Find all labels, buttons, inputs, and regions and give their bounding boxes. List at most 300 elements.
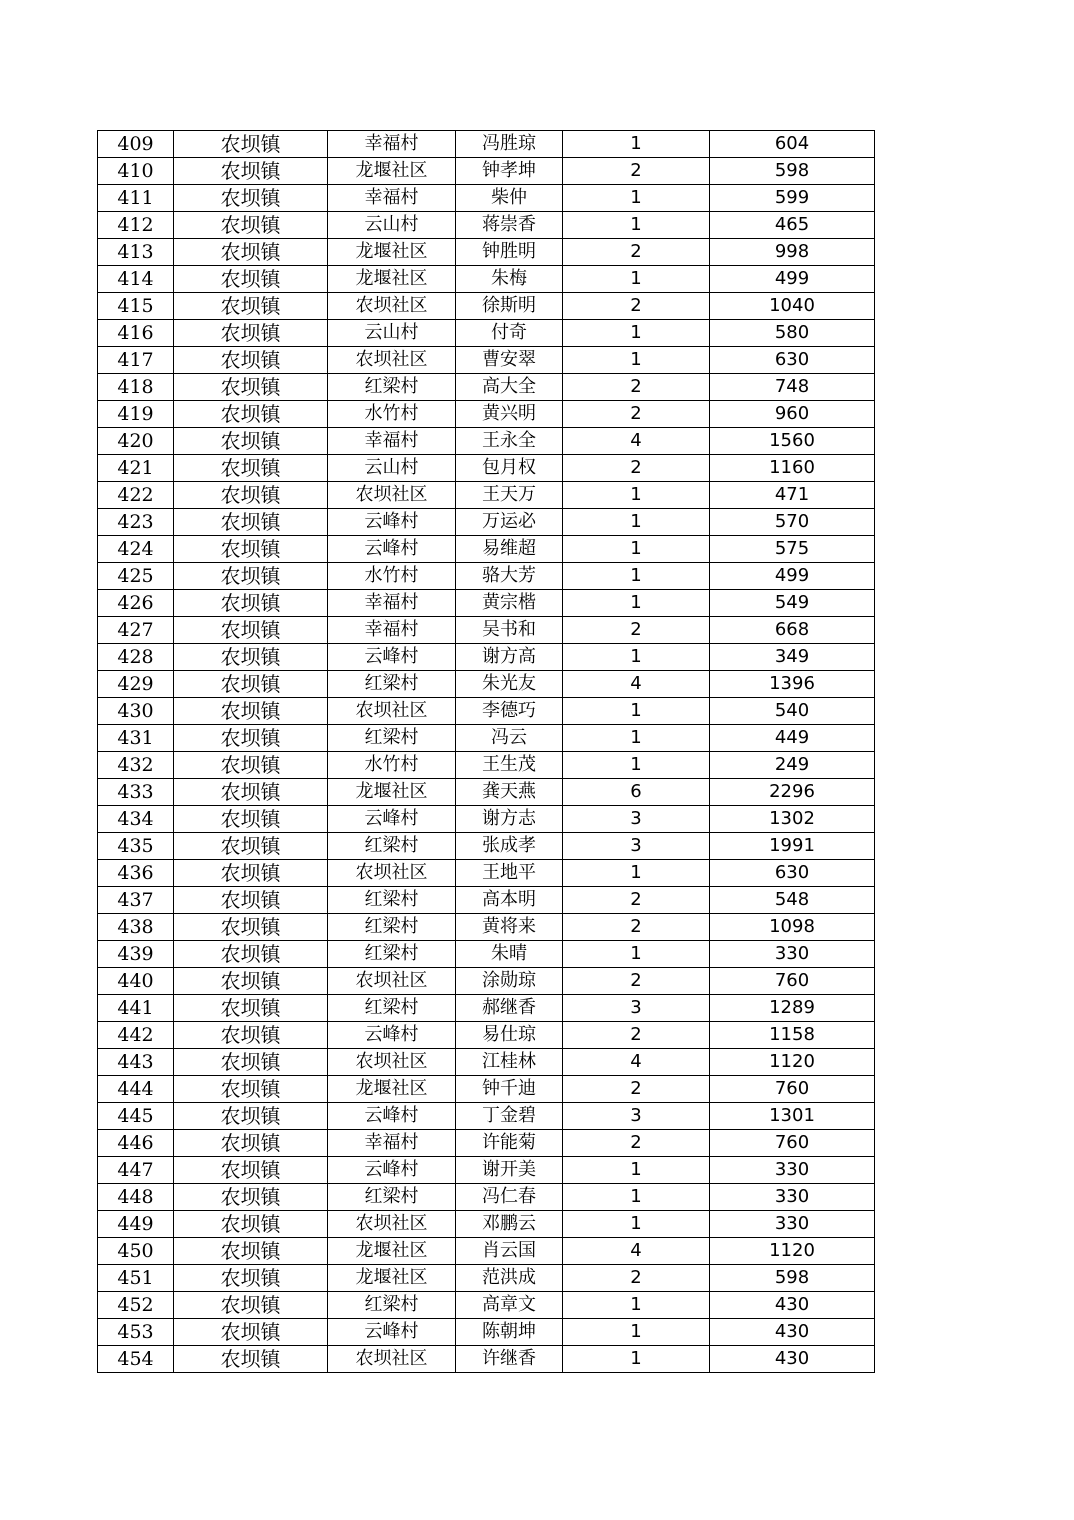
village-cell: 农坝社区 bbox=[328, 860, 456, 887]
name-cell: 钟千迪 bbox=[456, 1076, 563, 1103]
amount-cell: 330 bbox=[710, 1211, 875, 1238]
amount-cell: 1302 bbox=[710, 806, 875, 833]
village-cell: 云山村 bbox=[328, 212, 456, 239]
name-cell: 高本明 bbox=[456, 887, 563, 914]
household-count-cell: 1 bbox=[563, 1157, 710, 1184]
row-number-cell: 421 bbox=[98, 455, 174, 482]
town-cell: 农坝镇 bbox=[174, 428, 328, 455]
household-count-cell: 1 bbox=[563, 266, 710, 293]
name-cell: 朱梅 bbox=[456, 266, 563, 293]
household-count-cell: 2 bbox=[563, 1022, 710, 1049]
row-number-cell: 450 bbox=[98, 1238, 174, 1265]
town-cell: 农坝镇 bbox=[174, 1346, 328, 1373]
town-cell: 农坝镇 bbox=[174, 644, 328, 671]
amount-cell: 575 bbox=[710, 536, 875, 563]
village-cell: 云峰村 bbox=[328, 1157, 456, 1184]
row-number-cell: 433 bbox=[98, 779, 174, 806]
village-cell: 龙堰社区 bbox=[328, 1265, 456, 1292]
name-cell: 冯仁春 bbox=[456, 1184, 563, 1211]
household-count-cell: 1 bbox=[563, 1319, 710, 1346]
village-cell: 云峰村 bbox=[328, 536, 456, 563]
town-cell: 农坝镇 bbox=[174, 806, 328, 833]
name-cell: 邓鹏云 bbox=[456, 1211, 563, 1238]
village-cell: 水竹村 bbox=[328, 563, 456, 590]
town-cell: 农坝镇 bbox=[174, 347, 328, 374]
table-row bbox=[98, 968, 875, 995]
village-cell: 红梁村 bbox=[328, 995, 456, 1022]
name-cell: 黄宗楷 bbox=[456, 590, 563, 617]
town-cell: 农坝镇 bbox=[174, 131, 328, 158]
table-row bbox=[98, 1319, 875, 1346]
amount-cell: 1560 bbox=[710, 428, 875, 455]
amount-cell: 330 bbox=[710, 1157, 875, 1184]
town-cell: 农坝镇 bbox=[174, 1130, 328, 1157]
household-count-cell: 3 bbox=[563, 833, 710, 860]
household-count-cell: 1 bbox=[563, 347, 710, 374]
amount-cell: 598 bbox=[710, 158, 875, 185]
town-cell: 农坝镇 bbox=[174, 374, 328, 401]
village-cell: 农坝社区 bbox=[328, 293, 456, 320]
village-cell: 红梁村 bbox=[328, 941, 456, 968]
table-row bbox=[98, 131, 875, 158]
household-count-cell: 4 bbox=[563, 1238, 710, 1265]
amount-cell: 1098 bbox=[710, 914, 875, 941]
town-cell: 农坝镇 bbox=[174, 1292, 328, 1319]
household-count-cell: 1 bbox=[563, 1292, 710, 1319]
village-cell: 红梁村 bbox=[328, 914, 456, 941]
amount-cell: 499 bbox=[710, 563, 875, 590]
household-count-cell: 4 bbox=[563, 428, 710, 455]
table-row bbox=[98, 374, 875, 401]
table-row bbox=[98, 725, 875, 752]
table-row bbox=[98, 563, 875, 590]
row-number-cell: 445 bbox=[98, 1103, 174, 1130]
amount-cell: 570 bbox=[710, 509, 875, 536]
amount-cell: 1120 bbox=[710, 1049, 875, 1076]
table-row bbox=[98, 1265, 875, 1292]
town-cell: 农坝镇 bbox=[174, 995, 328, 1022]
household-count-cell: 1 bbox=[563, 131, 710, 158]
amount-cell: 1991 bbox=[710, 833, 875, 860]
amount-cell: 1396 bbox=[710, 671, 875, 698]
village-cell: 云峰村 bbox=[328, 1022, 456, 1049]
row-number-cell: 427 bbox=[98, 617, 174, 644]
name-cell: 陈朝坤 bbox=[456, 1319, 563, 1346]
town-cell: 农坝镇 bbox=[174, 1049, 328, 1076]
amount-cell: 249 bbox=[710, 752, 875, 779]
row-number-cell: 441 bbox=[98, 995, 174, 1022]
name-cell: 骆大芳 bbox=[456, 563, 563, 590]
household-count-cell: 3 bbox=[563, 806, 710, 833]
name-cell: 朱晴 bbox=[456, 941, 563, 968]
amount-cell: 604 bbox=[710, 131, 875, 158]
row-number-cell: 410 bbox=[98, 158, 174, 185]
amount-cell: 548 bbox=[710, 887, 875, 914]
town-cell: 农坝镇 bbox=[174, 617, 328, 644]
town-cell: 农坝镇 bbox=[174, 536, 328, 563]
name-cell: 许能菊 bbox=[456, 1130, 563, 1157]
household-count-cell: 3 bbox=[563, 995, 710, 1022]
village-cell: 龙堰社区 bbox=[328, 158, 456, 185]
table-row bbox=[98, 1346, 875, 1373]
household-count-cell: 1 bbox=[563, 590, 710, 617]
table-row bbox=[98, 401, 875, 428]
town-cell: 农坝镇 bbox=[174, 833, 328, 860]
village-cell: 幸福村 bbox=[328, 428, 456, 455]
village-cell: 水竹村 bbox=[328, 752, 456, 779]
town-cell: 农坝镇 bbox=[174, 779, 328, 806]
town-cell: 农坝镇 bbox=[174, 185, 328, 212]
row-number-cell: 435 bbox=[98, 833, 174, 860]
table-row bbox=[98, 266, 875, 293]
amount-cell: 960 bbox=[710, 401, 875, 428]
table-row bbox=[98, 914, 875, 941]
household-count-cell: 1 bbox=[563, 509, 710, 536]
amount-cell: 668 bbox=[710, 617, 875, 644]
village-cell: 幸福村 bbox=[328, 131, 456, 158]
name-cell: 涂勋琼 bbox=[456, 968, 563, 995]
household-count-cell: 2 bbox=[563, 374, 710, 401]
amount-cell: 748 bbox=[710, 374, 875, 401]
town-cell: 农坝镇 bbox=[174, 887, 328, 914]
town-cell: 农坝镇 bbox=[174, 293, 328, 320]
household-count-cell: 2 bbox=[563, 1076, 710, 1103]
town-cell: 农坝镇 bbox=[174, 509, 328, 536]
name-cell: 曹安翠 bbox=[456, 347, 563, 374]
amount-cell: 998 bbox=[710, 239, 875, 266]
name-cell: 黄将来 bbox=[456, 914, 563, 941]
name-cell: 王生茂 bbox=[456, 752, 563, 779]
amount-cell: 1301 bbox=[710, 1103, 875, 1130]
table-row bbox=[98, 347, 875, 374]
table-row bbox=[98, 995, 875, 1022]
town-cell: 农坝镇 bbox=[174, 914, 328, 941]
name-cell: 万运必 bbox=[456, 509, 563, 536]
village-cell: 农坝社区 bbox=[328, 698, 456, 725]
name-cell: 徐斯明 bbox=[456, 293, 563, 320]
amount-cell: 540 bbox=[710, 698, 875, 725]
town-cell: 农坝镇 bbox=[174, 860, 328, 887]
name-cell: 范洪成 bbox=[456, 1265, 563, 1292]
household-count-cell: 6 bbox=[563, 779, 710, 806]
town-cell: 农坝镇 bbox=[174, 266, 328, 293]
village-cell: 红梁村 bbox=[328, 671, 456, 698]
town-cell: 农坝镇 bbox=[174, 563, 328, 590]
table-row bbox=[98, 1076, 875, 1103]
town-cell: 农坝镇 bbox=[174, 1103, 328, 1130]
town-cell: 农坝镇 bbox=[174, 941, 328, 968]
name-cell: 冯胜琼 bbox=[456, 131, 563, 158]
amount-cell: 430 bbox=[710, 1319, 875, 1346]
town-cell: 农坝镇 bbox=[174, 1022, 328, 1049]
name-cell: 黄兴明 bbox=[456, 401, 563, 428]
table-row bbox=[98, 482, 875, 509]
household-count-cell: 1 bbox=[563, 185, 710, 212]
town-cell: 农坝镇 bbox=[174, 1238, 328, 1265]
village-cell: 龙堰社区 bbox=[328, 239, 456, 266]
name-cell: 许继香 bbox=[456, 1346, 563, 1373]
table-row bbox=[98, 779, 875, 806]
table-row bbox=[98, 1238, 875, 1265]
town-cell: 农坝镇 bbox=[174, 1211, 328, 1238]
table-row bbox=[98, 806, 875, 833]
data-table bbox=[97, 130, 875, 1373]
town-cell: 农坝镇 bbox=[174, 752, 328, 779]
town-cell: 农坝镇 bbox=[174, 671, 328, 698]
village-cell: 幸福村 bbox=[328, 590, 456, 617]
town-cell: 农坝镇 bbox=[174, 320, 328, 347]
row-number-cell: 438 bbox=[98, 914, 174, 941]
village-cell: 云峰村 bbox=[328, 644, 456, 671]
town-cell: 农坝镇 bbox=[174, 212, 328, 239]
amount-cell: 1040 bbox=[710, 293, 875, 320]
row-number-cell: 453 bbox=[98, 1319, 174, 1346]
household-count-cell: 3 bbox=[563, 1103, 710, 1130]
row-number-cell: 434 bbox=[98, 806, 174, 833]
name-cell: 高章文 bbox=[456, 1292, 563, 1319]
row-number-cell: 440 bbox=[98, 968, 174, 995]
table-body bbox=[98, 131, 875, 1373]
name-cell: 易维超 bbox=[456, 536, 563, 563]
row-number-cell: 420 bbox=[98, 428, 174, 455]
village-cell: 农坝社区 bbox=[328, 1346, 456, 1373]
village-cell: 幸福村 bbox=[328, 1130, 456, 1157]
town-cell: 农坝镇 bbox=[174, 1265, 328, 1292]
village-cell: 龙堰社区 bbox=[328, 1076, 456, 1103]
table-row bbox=[98, 860, 875, 887]
row-number-cell: 451 bbox=[98, 1265, 174, 1292]
village-cell: 农坝社区 bbox=[328, 1211, 456, 1238]
table-row bbox=[98, 212, 875, 239]
row-number-cell: 425 bbox=[98, 563, 174, 590]
name-cell: 王地平 bbox=[456, 860, 563, 887]
town-cell: 农坝镇 bbox=[174, 698, 328, 725]
table-row bbox=[98, 1157, 875, 1184]
table-row bbox=[98, 941, 875, 968]
row-number-cell: 411 bbox=[98, 185, 174, 212]
household-count-cell: 4 bbox=[563, 1049, 710, 1076]
name-cell: 包月权 bbox=[456, 455, 563, 482]
amount-cell: 630 bbox=[710, 347, 875, 374]
household-count-cell: 1 bbox=[563, 482, 710, 509]
table-row bbox=[98, 590, 875, 617]
row-number-cell: 452 bbox=[98, 1292, 174, 1319]
village-cell: 红梁村 bbox=[328, 1184, 456, 1211]
row-number-cell: 429 bbox=[98, 671, 174, 698]
amount-cell: 449 bbox=[710, 725, 875, 752]
table-row bbox=[98, 239, 875, 266]
row-number-cell: 426 bbox=[98, 590, 174, 617]
row-number-cell: 415 bbox=[98, 293, 174, 320]
name-cell: 江桂林 bbox=[456, 1049, 563, 1076]
table-row bbox=[98, 644, 875, 671]
table-row bbox=[98, 428, 875, 455]
amount-cell: 471 bbox=[710, 482, 875, 509]
amount-cell: 580 bbox=[710, 320, 875, 347]
row-number-cell: 414 bbox=[98, 266, 174, 293]
name-cell: 钟孝坤 bbox=[456, 158, 563, 185]
row-number-cell: 416 bbox=[98, 320, 174, 347]
row-number-cell: 418 bbox=[98, 374, 174, 401]
amount-cell: 330 bbox=[710, 941, 875, 968]
table-row bbox=[98, 1184, 875, 1211]
village-cell: 云峰村 bbox=[328, 1103, 456, 1130]
household-count-cell: 1 bbox=[563, 941, 710, 968]
household-count-cell: 1 bbox=[563, 563, 710, 590]
table-row bbox=[98, 1049, 875, 1076]
row-number-cell: 422 bbox=[98, 482, 174, 509]
town-cell: 农坝镇 bbox=[174, 1157, 328, 1184]
village-cell: 水竹村 bbox=[328, 401, 456, 428]
name-cell: 付奇 bbox=[456, 320, 563, 347]
village-cell: 云峰村 bbox=[328, 806, 456, 833]
village-cell: 红梁村 bbox=[328, 833, 456, 860]
name-cell: 易仕琼 bbox=[456, 1022, 563, 1049]
row-number-cell: 409 bbox=[98, 131, 174, 158]
name-cell: 王永全 bbox=[456, 428, 563, 455]
table-row bbox=[98, 320, 875, 347]
row-number-cell: 430 bbox=[98, 698, 174, 725]
village-cell: 云山村 bbox=[328, 455, 456, 482]
household-count-cell: 2 bbox=[563, 968, 710, 995]
row-number-cell: 424 bbox=[98, 536, 174, 563]
village-cell: 云峰村 bbox=[328, 1319, 456, 1346]
village-cell: 幸福村 bbox=[328, 185, 456, 212]
household-count-cell: 2 bbox=[563, 455, 710, 482]
amount-cell: 499 bbox=[710, 266, 875, 293]
table-row bbox=[98, 671, 875, 698]
village-cell: 龙堰社区 bbox=[328, 779, 456, 806]
table-row bbox=[98, 833, 875, 860]
amount-cell: 1158 bbox=[710, 1022, 875, 1049]
amount-cell: 760 bbox=[710, 1076, 875, 1103]
row-number-cell: 428 bbox=[98, 644, 174, 671]
town-cell: 农坝镇 bbox=[174, 455, 328, 482]
household-count-cell: 1 bbox=[563, 1211, 710, 1238]
row-number-cell: 443 bbox=[98, 1049, 174, 1076]
name-cell: 龚天燕 bbox=[456, 779, 563, 806]
amount-cell: 430 bbox=[710, 1292, 875, 1319]
row-number-cell: 423 bbox=[98, 509, 174, 536]
table-row bbox=[98, 752, 875, 779]
village-cell: 农坝社区 bbox=[328, 968, 456, 995]
row-number-cell: 436 bbox=[98, 860, 174, 887]
row-number-cell: 437 bbox=[98, 887, 174, 914]
name-cell: 冯云 bbox=[456, 725, 563, 752]
row-number-cell: 448 bbox=[98, 1184, 174, 1211]
row-number-cell: 412 bbox=[98, 212, 174, 239]
amount-cell: 630 bbox=[710, 860, 875, 887]
household-count-cell: 2 bbox=[563, 887, 710, 914]
row-number-cell: 442 bbox=[98, 1022, 174, 1049]
name-cell: 丁金碧 bbox=[456, 1103, 563, 1130]
row-number-cell: 447 bbox=[98, 1157, 174, 1184]
table-row bbox=[98, 1022, 875, 1049]
village-cell: 龙堰社区 bbox=[328, 1238, 456, 1265]
village-cell: 红梁村 bbox=[328, 374, 456, 401]
village-cell: 红梁村 bbox=[328, 1292, 456, 1319]
town-cell: 农坝镇 bbox=[174, 590, 328, 617]
row-number-cell: 419 bbox=[98, 401, 174, 428]
name-cell: 郝继香 bbox=[456, 995, 563, 1022]
amount-cell: 1160 bbox=[710, 455, 875, 482]
household-count-cell: 4 bbox=[563, 671, 710, 698]
row-number-cell: 449 bbox=[98, 1211, 174, 1238]
table-row bbox=[98, 698, 875, 725]
row-number-cell: 439 bbox=[98, 941, 174, 968]
name-cell: 钟胜明 bbox=[456, 239, 563, 266]
name-cell: 朱光友 bbox=[456, 671, 563, 698]
row-number-cell: 417 bbox=[98, 347, 174, 374]
town-cell: 农坝镇 bbox=[174, 1184, 328, 1211]
village-cell: 农坝社区 bbox=[328, 482, 456, 509]
town-cell: 农坝镇 bbox=[174, 968, 328, 995]
town-cell: 农坝镇 bbox=[174, 401, 328, 428]
amount-cell: 760 bbox=[710, 1130, 875, 1157]
household-count-cell: 1 bbox=[563, 698, 710, 725]
household-count-cell: 1 bbox=[563, 320, 710, 347]
town-cell: 农坝镇 bbox=[174, 158, 328, 185]
name-cell: 肖云国 bbox=[456, 1238, 563, 1265]
household-count-cell: 1 bbox=[563, 752, 710, 779]
village-cell: 农坝社区 bbox=[328, 1049, 456, 1076]
table-row bbox=[98, 293, 875, 320]
name-cell: 李德巧 bbox=[456, 698, 563, 725]
row-number-cell: 432 bbox=[98, 752, 174, 779]
household-count-cell: 2 bbox=[563, 1265, 710, 1292]
town-cell: 农坝镇 bbox=[174, 482, 328, 509]
village-cell: 幸福村 bbox=[328, 617, 456, 644]
row-number-cell: 446 bbox=[98, 1130, 174, 1157]
row-number-cell: 431 bbox=[98, 725, 174, 752]
name-cell: 张成孝 bbox=[456, 833, 563, 860]
table-row bbox=[98, 1211, 875, 1238]
amount-cell: 2296 bbox=[710, 779, 875, 806]
village-cell: 红梁村 bbox=[328, 725, 456, 752]
household-count-cell: 1 bbox=[563, 725, 710, 752]
amount-cell: 465 bbox=[710, 212, 875, 239]
amount-cell: 349 bbox=[710, 644, 875, 671]
household-count-cell: 1 bbox=[563, 860, 710, 887]
household-count-cell: 2 bbox=[563, 401, 710, 428]
household-count-cell: 2 bbox=[563, 158, 710, 185]
name-cell: 谢方高 bbox=[456, 644, 563, 671]
name-cell: 柴仲 bbox=[456, 185, 563, 212]
table-row bbox=[98, 617, 875, 644]
household-count-cell: 1 bbox=[563, 1184, 710, 1211]
amount-cell: 760 bbox=[710, 968, 875, 995]
village-cell: 云峰村 bbox=[328, 509, 456, 536]
row-number-cell: 454 bbox=[98, 1346, 174, 1373]
table-row bbox=[98, 1130, 875, 1157]
name-cell: 王天万 bbox=[456, 482, 563, 509]
household-count-cell: 1 bbox=[563, 644, 710, 671]
row-number-cell: 413 bbox=[98, 239, 174, 266]
name-cell: 谢方志 bbox=[456, 806, 563, 833]
amount-cell: 549 bbox=[710, 590, 875, 617]
household-count-cell: 2 bbox=[563, 293, 710, 320]
table-row bbox=[98, 185, 875, 212]
village-cell: 龙堰社区 bbox=[328, 266, 456, 293]
row-number-cell: 444 bbox=[98, 1076, 174, 1103]
village-cell: 农坝社区 bbox=[328, 347, 456, 374]
town-cell: 农坝镇 bbox=[174, 239, 328, 266]
household-count-cell: 1 bbox=[563, 212, 710, 239]
village-cell: 红梁村 bbox=[328, 887, 456, 914]
table-row bbox=[98, 158, 875, 185]
table-row bbox=[98, 509, 875, 536]
table-row bbox=[98, 455, 875, 482]
